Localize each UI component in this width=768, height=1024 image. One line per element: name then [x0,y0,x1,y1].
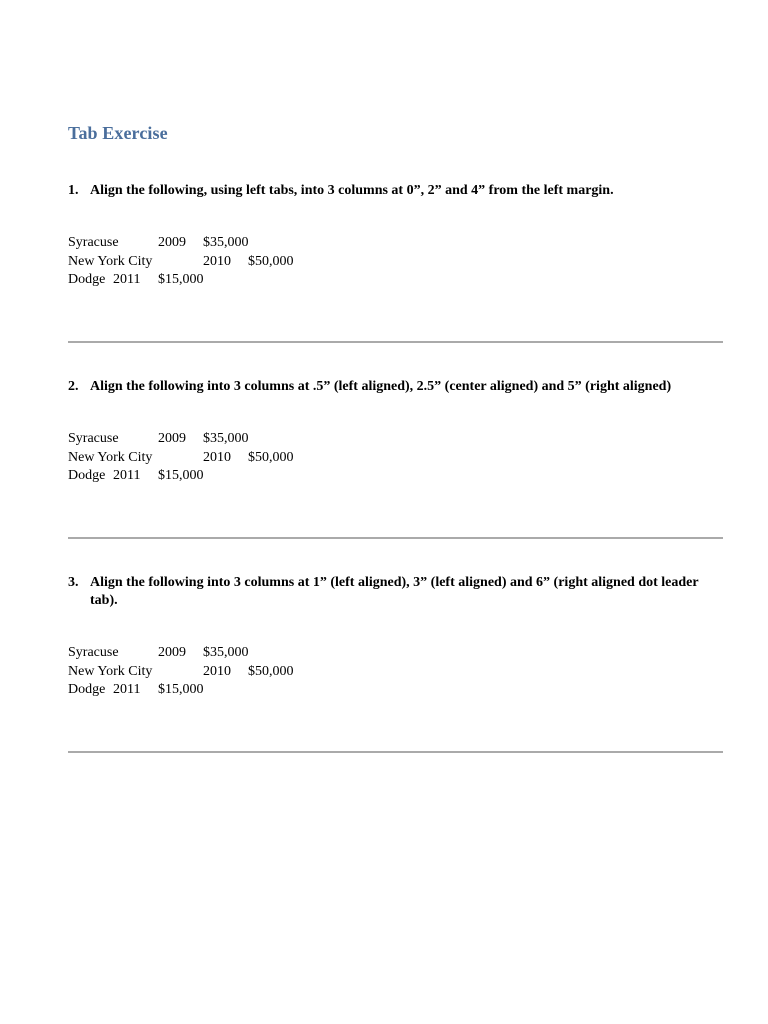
data-year: 2011 [113,682,141,697]
data-city: Syracuse [68,645,119,660]
data-amount: $50,000 [248,449,294,465]
divider [68,751,723,753]
data-amount: $35,000 [203,645,249,660]
data-city: Syracuse [68,235,119,250]
data-year: 2009 [158,645,186,660]
data-city: Dodge [68,272,106,287]
exercise-number: 1. [68,183,79,198]
data-year: 2009 [158,431,186,446]
exercise-1-instruction [68,182,723,200]
data-city: New York City [68,449,153,465]
data-amount: $15,000 [158,468,204,483]
exercise-2-instruction [68,378,723,396]
exercise-number: 3. [68,575,79,590]
exercise-text: Align the following into 3 columns at 1” (left aligned), 3” (left aligned) and 6” (right aligned dot leader tab). [90,575,699,608]
data-city: New York City [68,253,153,269]
exercise-3-instruction [68,574,723,610]
data-year: 2009 [158,235,186,250]
divider [68,537,723,539]
data-amount: $35,000 [203,431,249,446]
data-amount: $35,000 [203,235,249,250]
data-city: Syracuse [68,431,119,446]
data-year: 2011 [113,468,141,483]
data-year: 2010 [203,253,231,269]
exercise-text: Align the following, using left tabs, into 3 columns at 0”, 2” and 4” from the left margin. [90,183,614,198]
data-year: 2010 [203,663,231,679]
data-city: Dodge [68,682,106,697]
data-city: New York City [68,663,153,679]
exercise-text: Align the following into 3 columns at .5” (left aligned), 2.5” (center aligned) and 5” (right aligned) [90,379,672,394]
exercise-number: 2. [68,379,79,394]
data-amount: $50,000 [248,253,294,269]
data-amount: $15,000 [158,272,204,287]
divider [68,341,723,343]
data-city: Dodge [68,468,106,483]
data-amount: $15,000 [158,682,204,697]
data-amount: $50,000 [248,663,294,679]
document-title: Tab Exercise [68,123,168,143]
data-year: 2010 [203,449,231,465]
data-year: 2011 [113,272,141,287]
